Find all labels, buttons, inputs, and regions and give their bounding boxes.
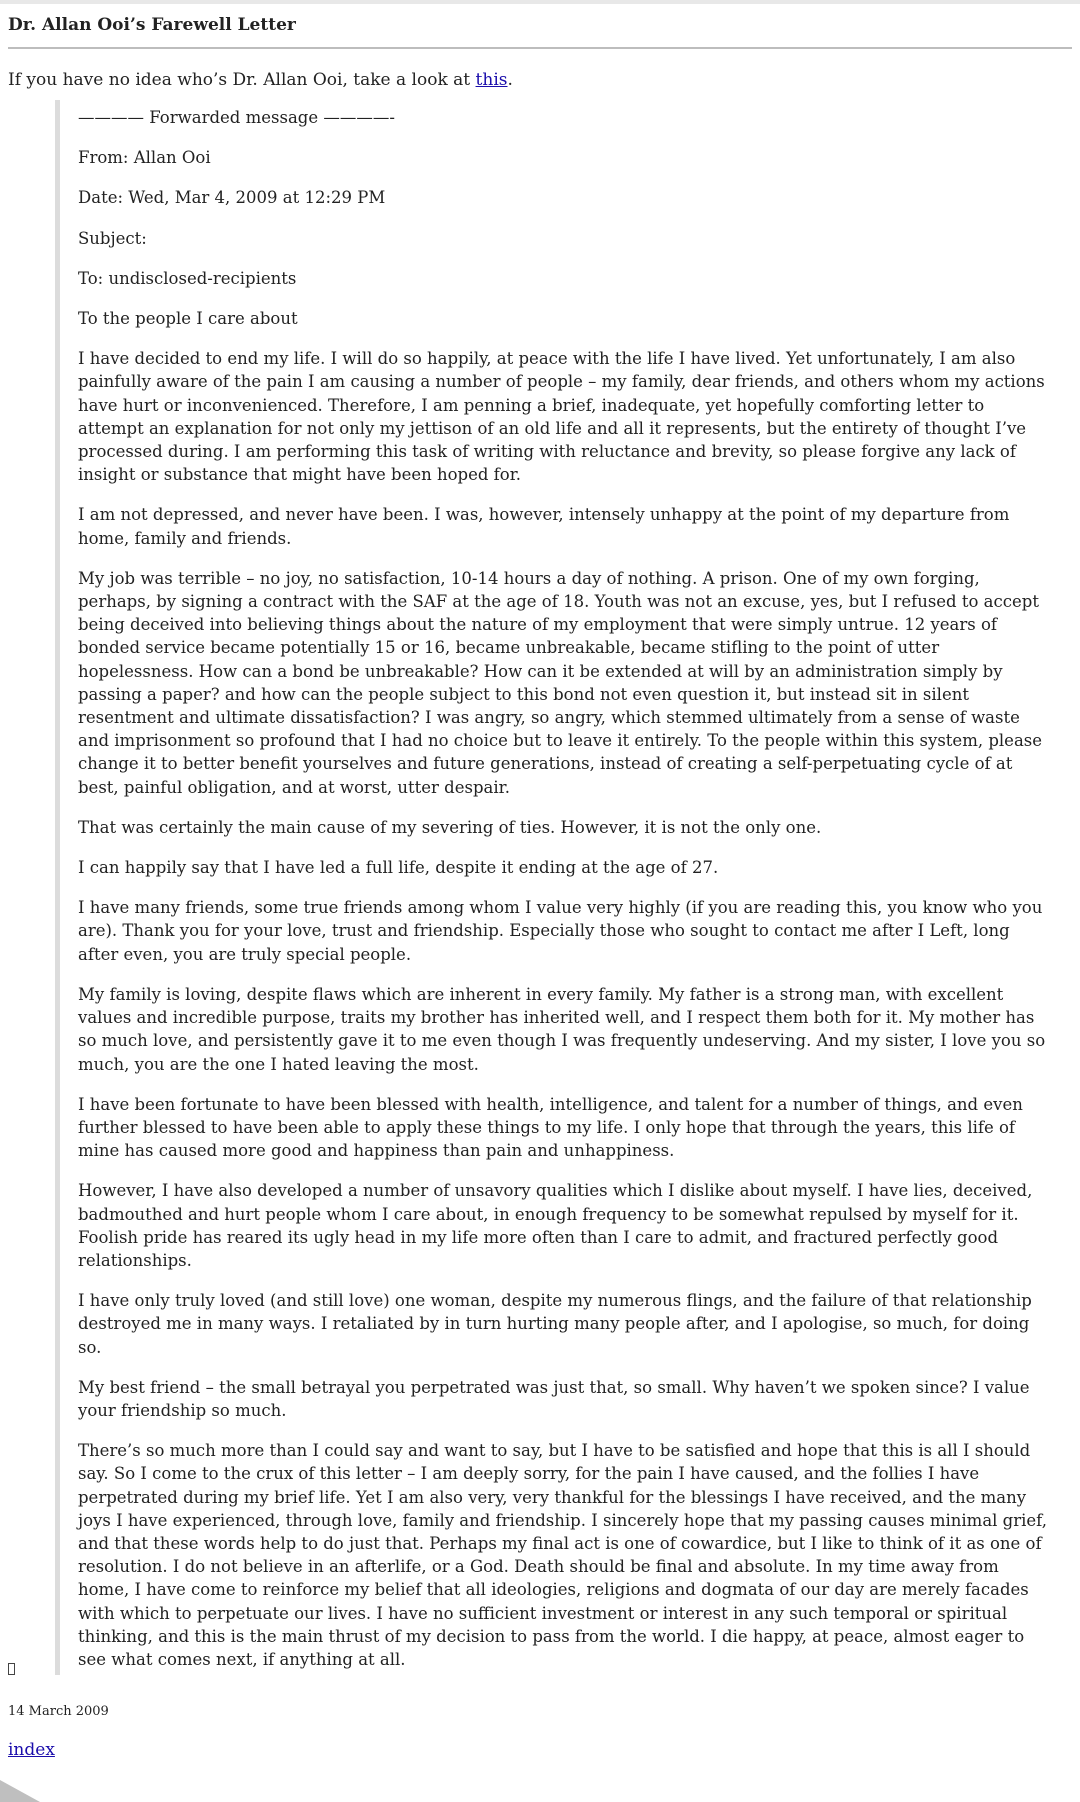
letter-paragraph: My family is loving, despite flaws which are inherent in every family. My father is a strong man, with excellent values and incredible purpose, traits my brother has inherited well, and I respect them both for it. My mother has so much love, and persistently gave it to me even though I was frequently undeserving. And my sister, I love you so much, you are the one I hated leaving the most.: [78, 984, 1046, 1074]
intro-paragraph: [8, 68, 1072, 92]
title-divider: [8, 47, 1072, 49]
letter-paragraph: I am not depressed, and never have been. I was, however, intensely unhappy at the point of my departure from home, family and friends.: [78, 505, 1010, 548]
intro-period: .: [507, 70, 513, 90]
intro-text: If you have no idea who’s Dr. Allan Ooi, take a look at: [8, 70, 476, 90]
email-date: Date: Wed, Mar 4, 2009 at 12:29 PM: [78, 188, 386, 208]
letter-paragraph: I have only truly loved (and still love) one woman, despite my numerous flings, and the failure of that relationship destroyed me in many ways. I retaliated by in turn hurting many people after, and I apologise, so much, for doing so.: [78, 1291, 1032, 1357]
page-footer: [8, 1660, 1072, 1761]
intro-this-link[interactable]: this: [475, 70, 508, 90]
email-subject: Subject:: [78, 228, 147, 248]
top-bar: [0, 0, 1080, 4]
letter-paragraph: My best friend – the small betrayal you perpetrated was just that, so small. Why haven’t we spoken since? I value your friendship so much.: [78, 1377, 1030, 1420]
forwarded-header: ———— Forwarded message ————-: [78, 108, 395, 127]
letter-paragraph: I have decided to end my life. I will do so happily, at peace with the life I have lived. Yet unfortunately, I am also painfully aware of the pain I am causing a number of people – my family, dear friends, and others whom my actions have hurt or inconvenienced. Therefore, I am penning a brief, inadequate, yet hopefully comforting letter to attempt an explanation for not only my jettison of an old life and all it represents, but the entirety of thought I’ve processed during. I am performing this task of writing with reluctance and brevity, so please forgive any lack of insight or substance that might have been hoped for.: [78, 349, 1045, 485]
index-link[interactable]: index: [8, 1740, 55, 1760]
glyph-box-icon: [8, 1663, 15, 1675]
letter-paragraph: I have many friends, some true friends among whom I value very highly (if you are reading this, you know who you are). Thank you for your love, trust and friendship. Especially those who sought to contact me after I Left, long after even, you are truly special people.: [78, 898, 1043, 964]
letter-greeting: To the people I care about: [78, 309, 298, 329]
email-from: From: Allan Ooi: [78, 148, 211, 168]
missing-glyph-icon: [8, 1660, 1072, 1679]
letter-paragraph: There’s so much more than I could say and want to say, but I have to be satisfied and hope that this is all I should say. So I come to the crux of this letter – I am deeply sorry, for the pain I have caused, and the follies I have perpetrated during my brief life. Yet I am also very, very thankful for the blessings I have received, and the many joys I have experienced, through love, family and friendship. I sincerely hope that my passing causes minimal grief, and that these words help to do just that. Perhaps my final act is one of cowardice, but I like to think of it as one of resolution. I do not believe in an afterlife, or a God. Death should be final and absolute. In my time away from home, I have come to reinforce my belief that all ideologies, religions and dogmata of our day are merely facades with which to perpetuate our lives. I have no sufficient investment or interest in any such temporal or spiritual thinking, and this is the main thrust of my decision to pass from the world. I die happy, at peace, almost eager to see what comes next, if anything at all.: [78, 1441, 1047, 1669]
post-date: 14 March 2009: [8, 1704, 109, 1719]
letter-paragraph: However, I have also developed a number of unsavory qualities which I dislike about myself. I have lies, deceived, badmouthed and hurt people whom I care about, in enough frequency to be somewhat repulsed by myself for it. Foolish pride has reared its ugly head in my life more often than I care to admit, and fractured perfectly good relationships.: [78, 1181, 1033, 1270]
letter-paragraph: That was certainly the main cause of my severing of ties. However, it is not the only one.: [78, 817, 822, 837]
letter-paragraph: I can happily say that I have led a full life, despite it ending at the age of 27.: [78, 858, 719, 878]
letter-paragraph: My job was terrible – no joy, no satisfaction, 10-14 hours a day of nothing. A prison. One of my own forging, perhaps, by signing a contract with the SAF at the age of 18. Youth was not an excuse, yes, but I refused to accept being deceived into believing things about the nature of my employment that were simply untrue. 12 years of bonded service became potentially 15 or 16, became unbreakable, became stifling to the point of utter hopelessness. How can a bond be unbreakable? How can it be extended at will by an administration simply by passing a paper? and how can the people subject to this bond not even question it, but instead sit in silent resentment and ultimate dissatisfaction? I was angry, so angry, which stemmed ultimately from a sense of waste and imprisonment so profound that I had no choice but to leave it entirely. To the people within this system, please change it to better benefit yourselves and future generations, instead of creating a self-perpetuating cycle of at best, painful obligation, and at worst, utter despair.: [78, 568, 1043, 797]
email-to: To: undisclosed-recipients: [78, 268, 297, 288]
page-title: Dr. Allan Ooi’s Farewell Letter: [8, 15, 296, 35]
letter-blockquote: [55, 100, 1053, 1675]
corner-fold-icon: [0, 1780, 40, 1802]
letter-paragraph: I have been fortunate to have been blessed with health, intelligence, and talent for a number of things, and even further blessed to have been able to apply these things to my life. I only hope that through the years, this life of mine has caused more good and happiness than pain and unhappiness.: [78, 1094, 1023, 1161]
page-content: [8, 14, 1072, 92]
